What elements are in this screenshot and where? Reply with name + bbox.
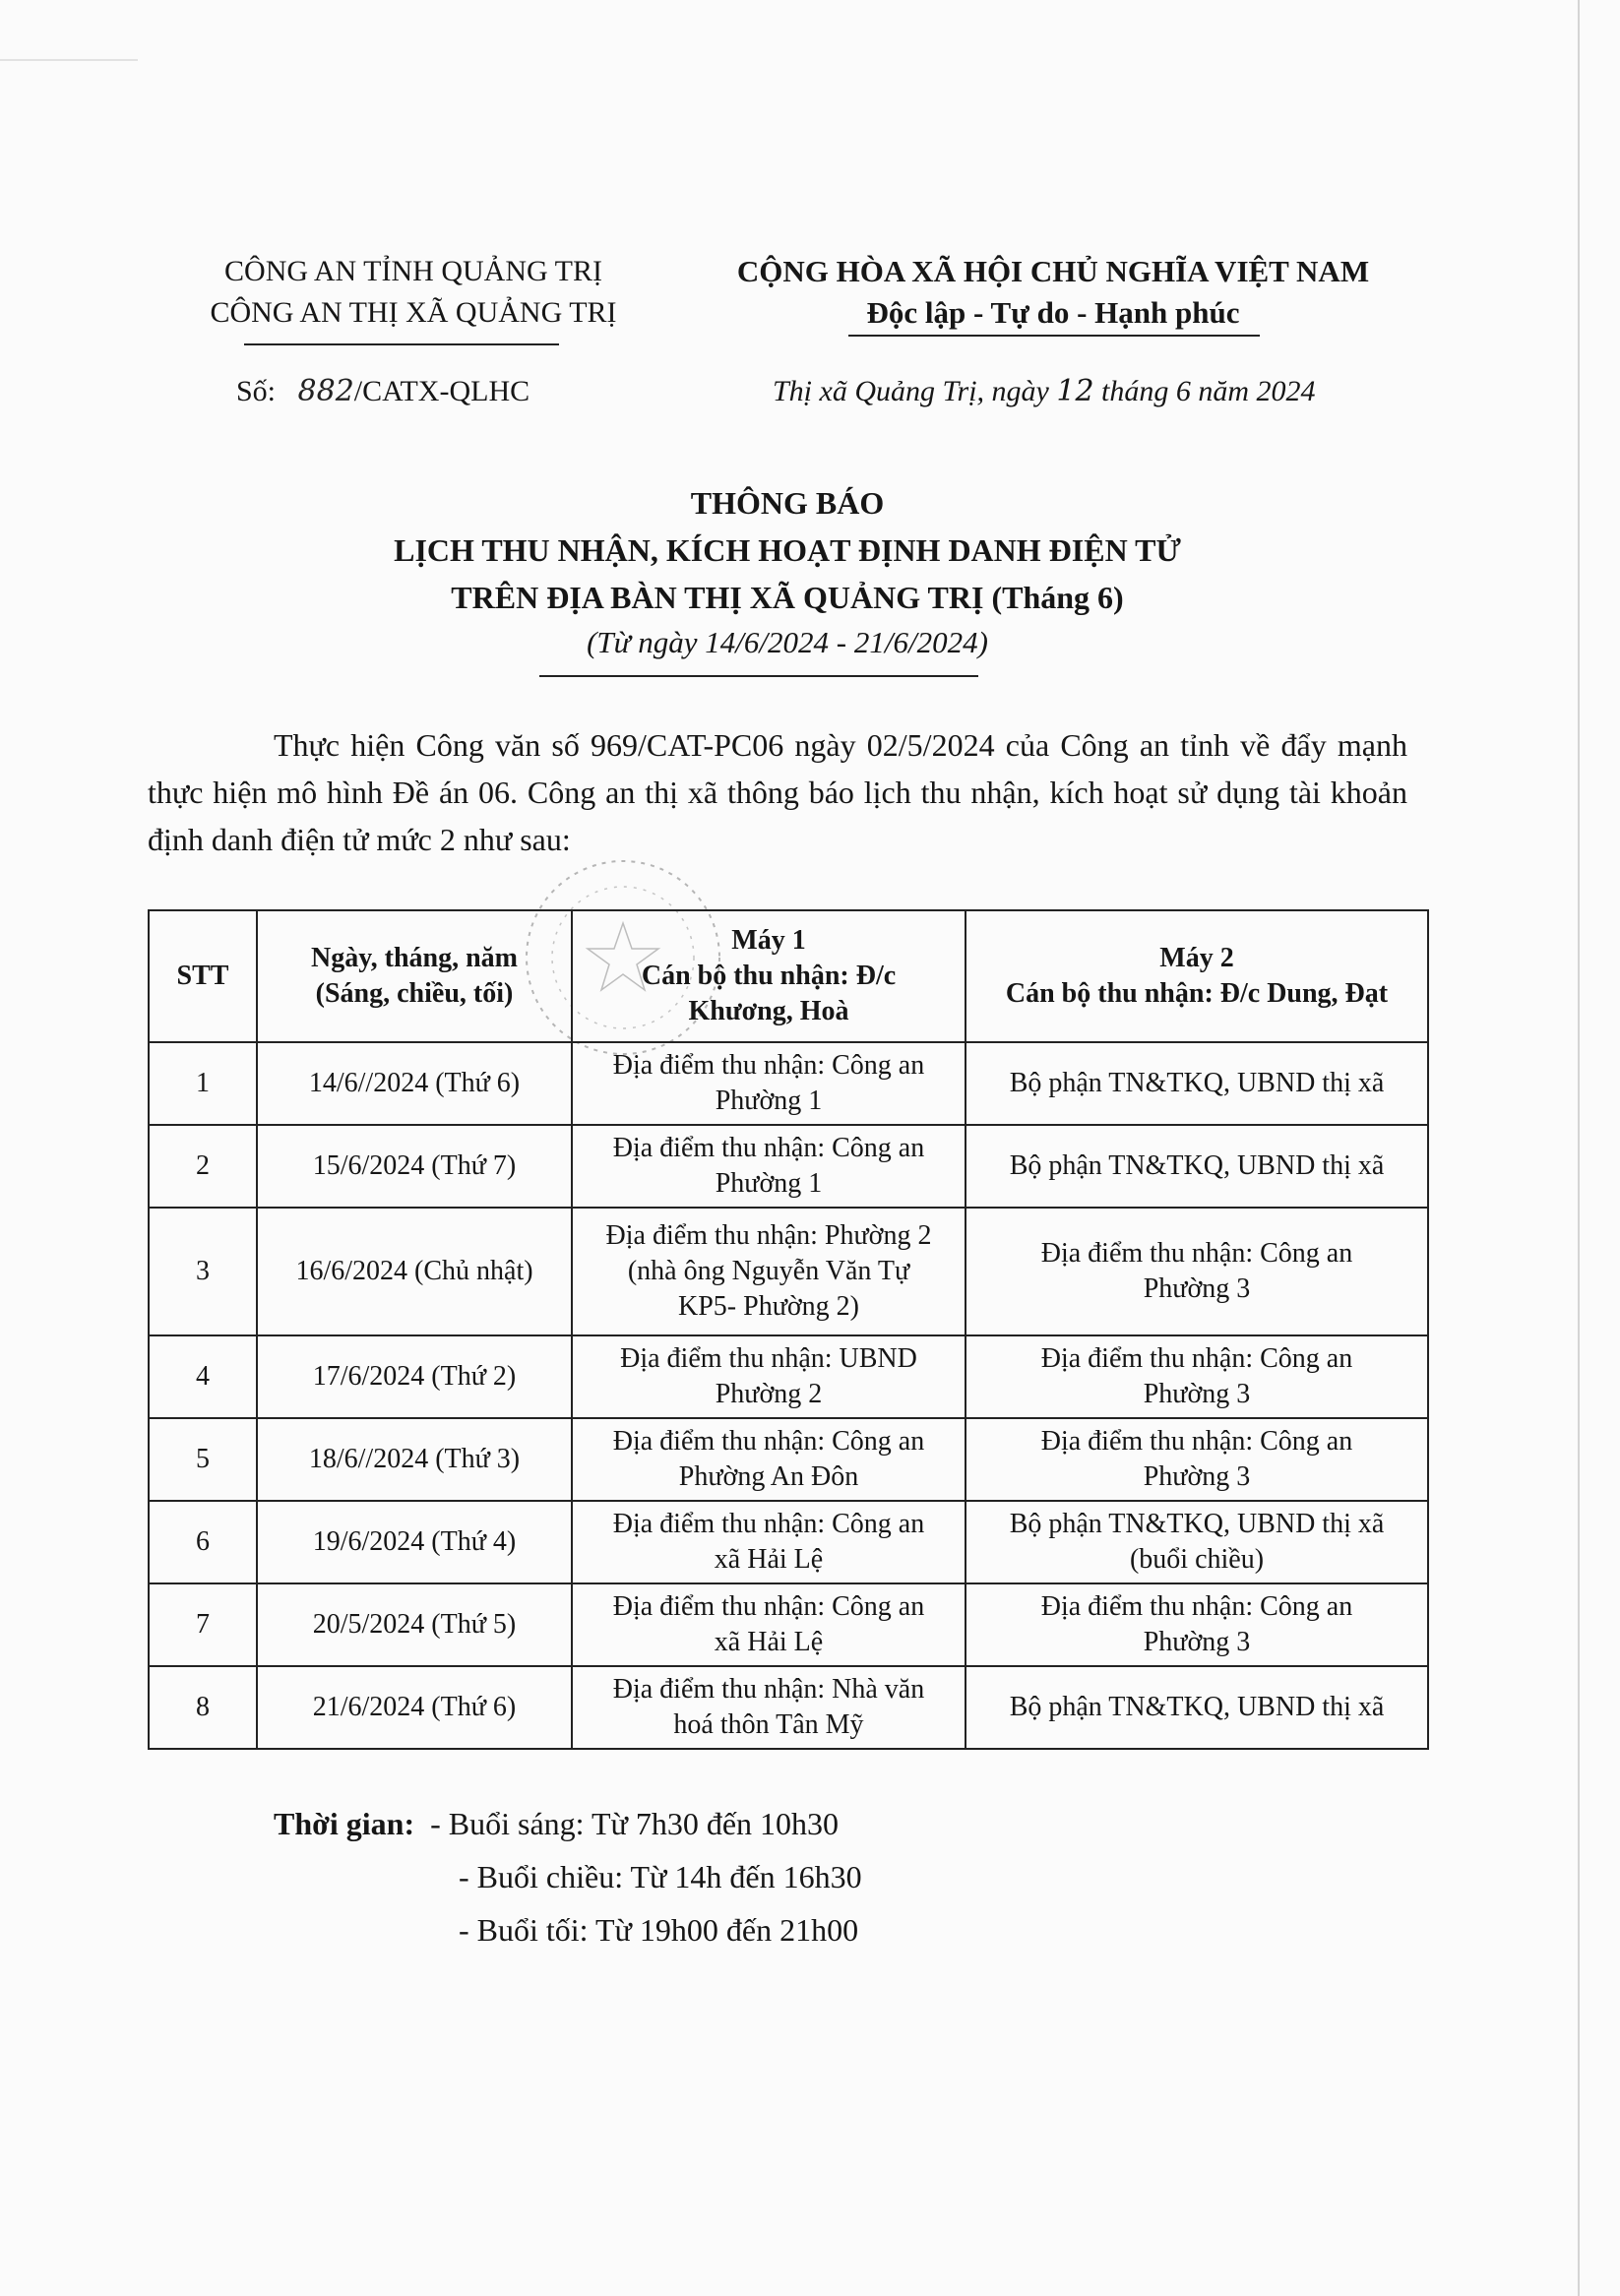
cell-line: xã Hải Lệ [714, 1627, 824, 1657]
cell-date: 20/5/2024 (Thứ 5) [257, 1583, 572, 1666]
cell-line: Bộ phận TN&TKQ, UBND thị xã [1009, 1509, 1385, 1539]
col-header-m1-line-3: Khương, Hoà [688, 996, 849, 1026]
col-header-m2-line-1: Máy 2 [1159, 943, 1234, 973]
document-title [197, 479, 1378, 621]
date-range: (Từ ngày 14/6/2024 - 21/6/2024) [587, 625, 988, 659]
cell-machine-1 [572, 1501, 966, 1583]
cell-line: Địa điểm thu nhận: Công an [612, 1426, 925, 1457]
table-row [149, 1666, 1428, 1749]
cell-machine-2 [966, 1125, 1428, 1208]
table-row [149, 1501, 1428, 1583]
cell-date: 19/6/2024 (Thứ 4) [257, 1501, 572, 1583]
cell-stt: 8 [149, 1666, 257, 1749]
document-number [236, 374, 530, 408]
time-morning: - Buổi sáng: Từ 7h30 đến 10h30 [430, 1806, 840, 1841]
time-afternoon: - Buổi chiều: Từ 14h đến 16h30 [459, 1859, 862, 1894]
cell-line: Phường 1 [715, 1086, 823, 1116]
time-evening: - Buổi tối: Từ 19h00 đến 21h00 [459, 1912, 859, 1948]
cell-stt: 5 [149, 1418, 257, 1501]
cell-machine-1 [572, 1208, 966, 1335]
col-header-m2-line-2: Cán bộ thu nhận: Đ/c Dung, Đạt [1005, 978, 1389, 1009]
issuing-agency [148, 251, 679, 334]
title-line-2: LỊCH THU NHẬN, KÍCH HOẠT ĐỊNH DANH ĐIỆN TỬ [394, 532, 1181, 568]
cell-date: 16/6/2024 (Chủ nhật) [257, 1208, 572, 1335]
motto-underline [848, 335, 1260, 337]
date-month-year: tháng 6 năm 2024 [1101, 375, 1316, 407]
cell-date: 18/6//2024 (Thứ 3) [257, 1418, 572, 1501]
table-row [149, 1583, 1428, 1666]
cell-line: Bộ phận TN&TKQ, UBND thị xã [1009, 1150, 1385, 1181]
cell-line: KP5- Phường 2) [678, 1291, 859, 1322]
cell-line: Địa điểm thu nhận: Công an [1040, 1238, 1353, 1269]
title-line-3: TRÊN ĐỊA BÀN THỊ XÃ QUẢNG TRỊ (Tháng 6) [451, 580, 1124, 615]
cell-machine-1 [572, 1335, 966, 1418]
table-row [149, 1335, 1428, 1418]
cell-machine-1 [572, 1666, 966, 1749]
cell-machine-2 [966, 1042, 1428, 1125]
cell-stt: 4 [149, 1335, 257, 1418]
col-header-machine-1 [572, 910, 966, 1042]
cell-stt: 6 [149, 1501, 257, 1583]
table-header-row [149, 910, 1428, 1042]
cell-line: xã Hải Lệ [714, 1544, 824, 1575]
intro-text: Thực hiện Công văn số 969/CAT-PC06 ngày 02/5/2024 của Công an tỉnh về đẩy mạnh thực hiện mô hình Đề án 06. Công an thị xã thông báo lịch thu nhận, kích hoạt sử dụng tài khoản định danh điện tử mức 2 như sau: [148, 727, 1407, 857]
col-header-date-line-2: (Sáng, chiều, tối) [315, 978, 514, 1009]
cell-line: Địa điểm thu nhận: Công an [612, 1591, 925, 1622]
time-schedule [274, 1797, 862, 1956]
cell-machine-2 [966, 1501, 1428, 1583]
cell-line: (buổi chiều) [1129, 1544, 1265, 1575]
cell-machine-1 [572, 1042, 966, 1125]
doc-number-prefix: Số: [236, 375, 277, 407]
cell-line: (nhà ông Nguyễn Văn Tự [627, 1256, 910, 1286]
cell-line: Phường An Đôn [678, 1461, 859, 1492]
doc-number-suffix: /CATX-QLHC [353, 375, 530, 407]
cell-date: 14/6//2024 (Thứ 6) [257, 1042, 572, 1125]
date-place: Thị xã Quảng Trị, ngày [773, 375, 1049, 407]
cell-date: 15/6/2024 (Thứ 7) [257, 1125, 572, 1208]
intro-paragraph [148, 721, 1407, 863]
table-row [149, 1125, 1428, 1208]
cell-line: Địa điểm thu nhận: Công an [612, 1050, 925, 1081]
table-row [149, 1418, 1428, 1501]
cell-machine-2 [966, 1418, 1428, 1501]
document-date [773, 374, 1316, 408]
national-motto [669, 251, 1437, 334]
col-header-stt: STT [149, 910, 257, 1042]
cell-line: Phường 3 [1143, 1461, 1251, 1492]
cell-line: Địa điểm thu nhận: Nhà văn [612, 1674, 925, 1705]
cell-line: Phường 1 [715, 1168, 823, 1199]
time-label: Thời gian: [274, 1806, 415, 1841]
cell-line: Phường 3 [1143, 1379, 1251, 1409]
cell-machine-2 [966, 1208, 1428, 1335]
cell-machine-2 [966, 1335, 1428, 1418]
date-day-handwritten: 12 [1056, 374, 1094, 408]
cell-line: Địa điểm thu nhận: Phường 2 [605, 1220, 932, 1251]
cell-line: Địa điểm thu nhận: Công an [1040, 1426, 1353, 1457]
schedule-table [148, 909, 1429, 1750]
cell-line: Địa điểm thu nhận: Công an [1040, 1343, 1353, 1374]
cell-stt: 7 [149, 1583, 257, 1666]
cell-line: Phường 3 [1143, 1273, 1251, 1304]
motto: Độc lập - Tự do - Hạnh phúc [866, 295, 1240, 330]
cell-line: Bộ phận TN&TKQ, UBND thị xã [1009, 1068, 1385, 1098]
cell-line: Phường 3 [1143, 1627, 1251, 1657]
cell-date: 17/6/2024 (Thứ 2) [257, 1335, 572, 1418]
country-name: CỘNG HÒA XÃ HỘI CHỦ NGHĨA VIỆT NAM [736, 254, 1370, 288]
agency-name: CÔNG AN THỊ XÃ QUẢNG TRỊ [210, 296, 617, 329]
table-row [149, 1208, 1428, 1335]
cell-line: hoá thôn Tân Mỹ [673, 1709, 864, 1740]
cell-stt: 2 [149, 1125, 257, 1208]
cell-line: Bộ phận TN&TKQ, UBND thị xã [1009, 1692, 1385, 1722]
col-header-date [257, 910, 572, 1042]
col-header-date-line-1: Ngày, tháng, năm [310, 943, 519, 973]
table-body [149, 1042, 1428, 1749]
col-header-m1-line-1: Máy 1 [731, 925, 806, 956]
scan-artifact-edge [1578, 0, 1580, 2296]
cell-stt: 1 [149, 1042, 257, 1125]
agency-parent: CÔNG AN TỈNH QUẢNG TRỊ [224, 255, 602, 287]
date-range-underline [539, 675, 978, 677]
cell-line: Phường 2 [715, 1379, 823, 1409]
col-header-m1-line-2: Cán bộ thu nhận: Đ/c [641, 961, 897, 991]
cell-machine-1 [572, 1583, 966, 1666]
cell-machine-1 [572, 1125, 966, 1208]
cell-line: Địa điểm thu nhận: UBND [620, 1343, 917, 1374]
cell-machine-2 [966, 1666, 1428, 1749]
cell-stt: 3 [149, 1208, 257, 1335]
cell-machine-1 [572, 1418, 966, 1501]
cell-line: Địa điểm thu nhận: Công an [1040, 1591, 1353, 1622]
doc-number-handwritten: 882 [297, 374, 354, 408]
col-header-machine-2 [966, 910, 1428, 1042]
cell-machine-2 [966, 1583, 1428, 1666]
table-row [149, 1042, 1428, 1125]
cell-line: Địa điểm thu nhận: Công an [612, 1509, 925, 1539]
scan-artifact-top [0, 59, 138, 61]
cell-line: Địa điểm thu nhận: Công an [612, 1133, 925, 1163]
agency-underline [244, 343, 559, 345]
title-line-1: THÔNG BÁO [690, 485, 885, 521]
cell-date: 21/6/2024 (Thứ 6) [257, 1666, 572, 1749]
